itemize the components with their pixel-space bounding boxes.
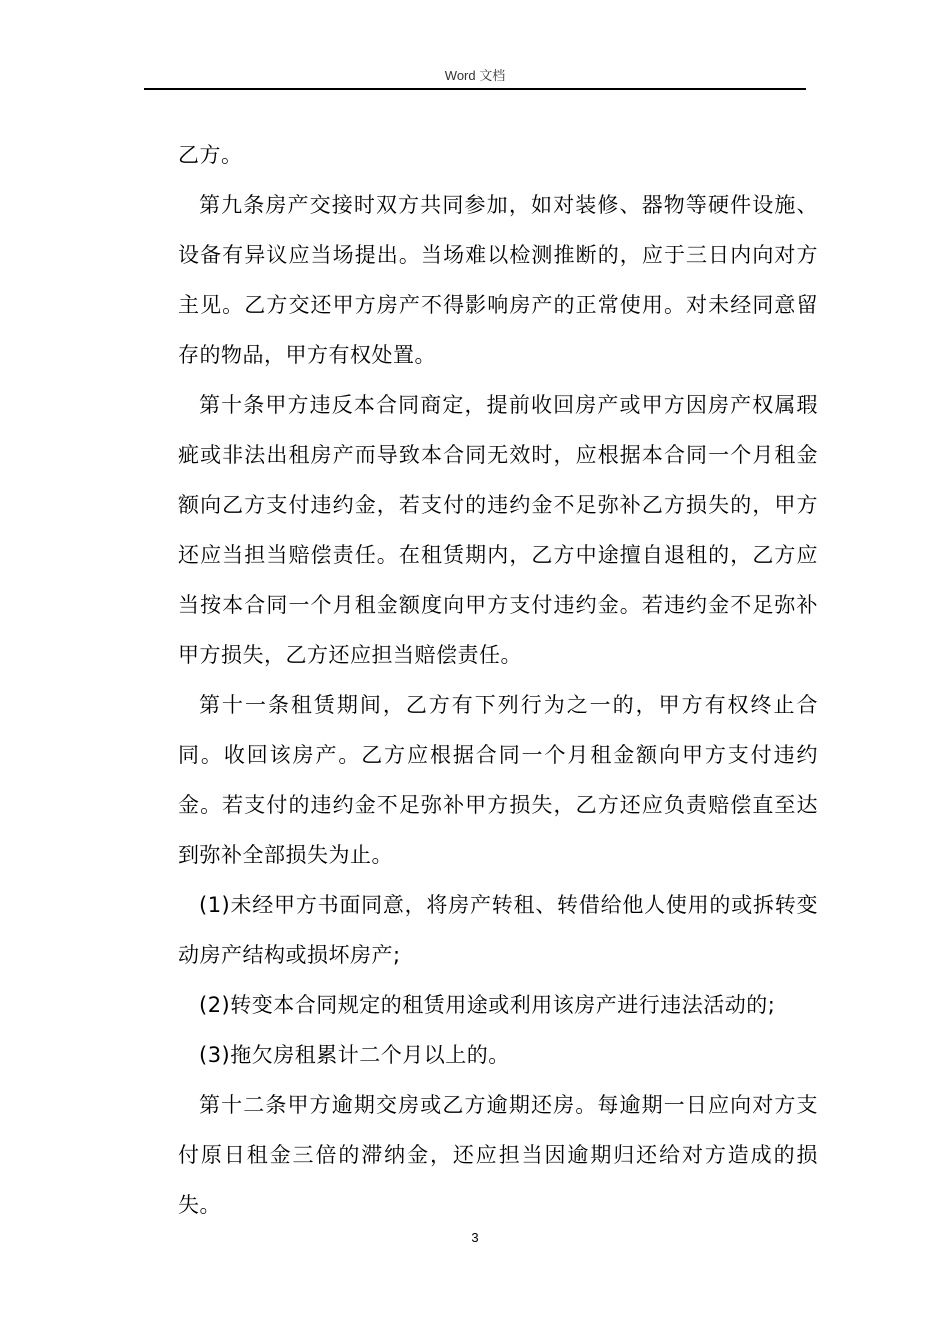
page-number: 3: [471, 1230, 479, 1245]
document-body: [178, 130, 818, 1230]
paragraph-article-10: 第十条甲方违反本合同商定，提前收回房产或甲方因房产权属瑕疵或非法出租房产而导致本合同无效时，应根据本合同一个月租金额向乙方支付违约金，若支付的违约金不足弥补乙方损失的，甲方还应当担当赔偿责任。在租赁期内，乙方中途擅自退租的，乙方应当按本合同一个月租金额度向甲方支付违约金。若违约金不足弥补甲方损失，乙方还应担当赔偿责任。: [178, 393, 818, 667]
page-header-title: Word 文档: [444, 68, 506, 83]
list-item-1: (1)未经甲方书面同意，将房产转租、转借给他人使用的或拆转变动房产结构或损坏房产;: [178, 893, 818, 967]
paragraph-article-11: 第十一条租赁期间，乙方有下列行为之一的，甲方有权终止合同。收回该房产。乙方应根据合同一个月租金额向甲方支付违约金。若支付的违约金不足弥补甲方损失，乙方还应负责赔偿直至达到弥补全部损失为止。: [178, 693, 818, 867]
paragraph-article-12: 第十二条甲方逾期交房或乙方逾期还房。每逾期一日应向对方支付原日租金三倍的滞纳金，还应担当因逾期归还给对方造成的损失。: [178, 1093, 818, 1217]
paragraph-article-9: 第九条房产交接时双方共同参加，如对装修、器物等硬件设施、设备有异议应当场提出。当场难以检测推断的，应于三日内向对方主见。乙方交还甲方房产不得影响房产的正常使用。对未经同意留存的物品，甲方有权处置。: [178, 193, 818, 367]
list-item-3: (3)拖欠房租累计二个月以上的。: [199, 1043, 510, 1067]
paragraph-1: 乙方。: [178, 143, 243, 167]
header-divider: [144, 88, 806, 90]
list-item-2: (2)转变本合同规定的租赁用途或利用该房产进行违法活动的;: [199, 993, 776, 1017]
